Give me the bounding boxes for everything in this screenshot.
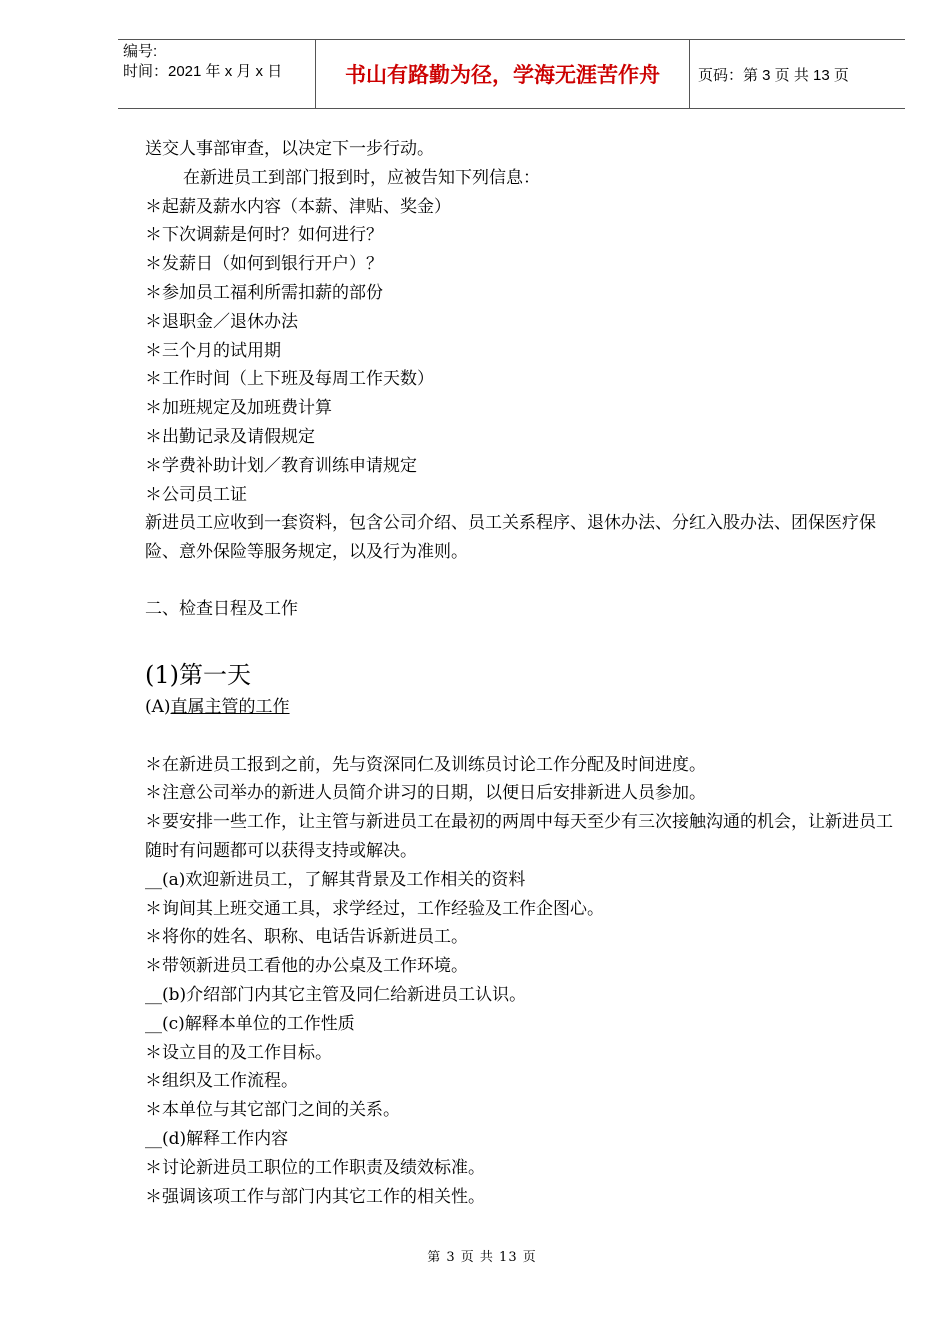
paragraph: 新进员工应收到一套资料，包含公司介绍、员工关系程序、退休办法、分红入股办法、团保医疗保险、意外保险等服务规定，以及行为准则。	[145, 513, 876, 563]
list-item: ＊要安排一些工作，让主管与新进员工在最初的两周中每天至少有三次接触沟通的机会，让新进员工随时有问题都可以获得支持或解决。	[145, 812, 893, 861]
section-heading: 二、检查日程及工作	[145, 598, 298, 619]
list-item: ＊三个月的试用期	[145, 340, 281, 361]
list-item: ＊带领新进员工看他的办公桌及工作环境。	[145, 956, 468, 977]
list-item: ＊加班规定及加班费计算	[145, 398, 332, 419]
list-item: ＊学费补助计划／教育训练申请规定	[145, 455, 417, 476]
list-item: __(a)欢迎新进员工，了解其背景及工作相关的资料	[145, 869, 526, 890]
list-item: ＊设立目的及工作目标。	[145, 1042, 332, 1063]
list-item: ＊将你的姓名、职称、电话告诉新进员工。	[145, 927, 468, 948]
list-item: ＊出勤记录及请假规定	[145, 426, 315, 447]
list-item: ＊组织及工作流程。	[145, 1071, 298, 1092]
list-item: ＊起薪及薪水内容（本薪、津贴、奖金）	[145, 196, 451, 217]
paragraph: 送交人事部审查，以决定下一步行动。	[145, 139, 434, 159]
list-item: ＊参加员工福利所需扣薪的部份	[145, 282, 383, 303]
list-item: ＊发薪日（如何到银行开户）？	[145, 254, 383, 275]
list-item: ＊下次调薪是何时？如何进行？	[145, 225, 383, 246]
page-footer: 第 3 页 共 13 页	[427, 1250, 537, 1265]
list-item: ＊本单位与其它部门之间的关系。	[145, 1100, 400, 1121]
list-item: __(b)介绍部门内其它主管及同仁给新进员工认识。	[145, 984, 527, 1005]
subsection-heading	[145, 693, 905, 722]
day-heading: (1)第一天	[145, 660, 251, 689]
subsection-title: 直属主管的工作	[170, 696, 290, 717]
list-item: ＊强调该项工作与部门内其它工作的相关性。	[145, 1186, 485, 1207]
list-item: ＊在新进员工报到之前，先与资深同仁及训练员讨论工作分配及时间进度。	[145, 754, 706, 775]
list-item: ＊退职金／退休办法	[145, 311, 298, 332]
paragraph: 在新进员工到部门报到时，应被告知下列信息：	[183, 167, 540, 188]
page-header	[118, 39, 905, 109]
list-item: ＊讨论新进员工职位的工作职责及绩效标准。	[145, 1157, 485, 1178]
list-item: ＊注意公司举办的新进人员简介讲习的日期，以便日后安排新进人员参加。	[145, 783, 706, 804]
list-item: ＊公司员工证	[145, 484, 247, 505]
list-item: __(d)解释工作内容	[145, 1128, 289, 1149]
document-body	[145, 135, 905, 1211]
header-number-label: 编号:	[123, 43, 158, 60]
list-item: __(c)解释本单位的工作性质	[145, 1013, 355, 1034]
header-date: 时间：2021 年 x 月 x 日	[123, 63, 283, 80]
header-motto: 书山有路勤为径，学海无涯苦作舟	[315, 40, 690, 108]
list-item: ＊工作时间（上下班及每周工作天数）	[145, 369, 434, 390]
header-page-number: 页码：第 3 页 共 13 页	[698, 67, 849, 84]
header-left	[123, 42, 282, 82]
subsection-prefix: (A)	[145, 696, 171, 717]
list-item: ＊询间其上班交通工具，求学经过，工作经验及工作企图心。	[145, 898, 604, 919]
